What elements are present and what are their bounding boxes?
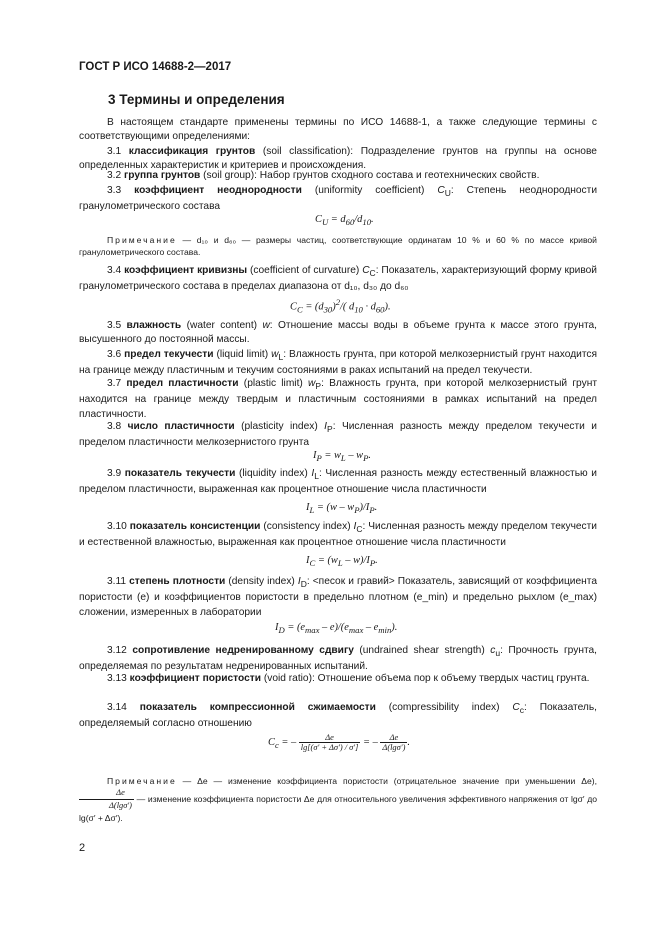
term-3-14: 3.14 показатель компрессионной сжимаемости (compressibility index) $C_c$: Показатель, определяемый согласно отношению xyxy=(79,702,597,730)
term-3-2: 3.2 группа грунтов (soil group): Набор грунтов сходного состава и геотехнических свойств. xyxy=(107,170,540,181)
page-number: 2 xyxy=(79,842,86,854)
term-3-4: 3.4 коэффициент кривизны (coefficient of curvature) $C_C$: Показатель, характеризующий форму кривой гранулометрического состава в пределах диапазона от d₁₀, d₃₀ до d₆₀ xyxy=(79,265,597,293)
term-3-5: 3.5 влажность (water content) w: Отношение массы воды в объеме грунта к массе этого грунта, высушенного до постоянной массы. xyxy=(79,320,597,346)
term-3-7: 3.7 предел пластичности (plastic limit) $w_P$: Влажность грунта, при которой мелкозернистый грунт находится на границе между твердым и пластичным состояниями в рамках испытаний на предел пластичности. xyxy=(79,378,597,420)
term-3-3: 3.3 коэффициент неоднородности (uniformity coefficient) $C_U$: Степень неоднородности гранулометрического состава xyxy=(79,185,598,213)
formula-ic: $I_C = (w_L - w)/I_P$. xyxy=(306,555,378,569)
term-3-10: 3.10 показатель консистенции (consistency index) $I_C$: Численная разность между пределом текучести и естественной влажностью, выраженная как процентное отношение числа пластичности xyxy=(79,521,597,549)
term-3-13: 3.13 коэффициент пористости (void ratio): Отношение объема пор к объему твердых частиц грунта. xyxy=(107,673,590,684)
term-3-1: 3.1 классификация грунтов (soil classification): Подразделение грунтов на группы на основе определенных характеристик и критериев и происхождения. xyxy=(79,146,597,172)
note-1: Примечание — d₁₀ и d₆₀ — размеры частиц, соответствующие ординатам 10 % и 60 % по массе кривой гранулометрического состава. xyxy=(79,235,597,257)
formula-cu: $C_U = d_{60}/d_{10}$. xyxy=(315,214,374,228)
term-3-12: 3.12 сопротивление недренированному сдвигу (undrained shear strength) $c_u$: Прочность грунта, определяемая по результатам недренированных испытаний. xyxy=(79,645,597,673)
term-3-11: 3.11 степень плотности (density index) $I_D$: <песок и гравий> Показатель, зависящий от коэффициента пористости (e) и коэффициентов пористости в предельно плотном (e_min) и предельно рыхлом (e_max) сложении, измеренных в лаборатории xyxy=(79,576,597,618)
formula-id: $I_D = (e_{max} - e)/(e_{max} - e_{min})$. xyxy=(275,622,398,636)
formula-ip: $I_P = w_L - w_P$. xyxy=(313,450,371,464)
section-title: 3 Термины и определения xyxy=(108,92,285,107)
term-3-8: 3.8 число пластичности (plasticity index) $I_P$: Численная разность между пределом текучести и пределом пластичности мелкозернистого грунта xyxy=(79,421,597,449)
note-2: Примечание — Δe — изменение коэффициента пористости (отрицательное значение при уменьшении Δe), $\frac{\Delta e}{\Delta(\lg\sigma')}$ — изменение коэффициента пористости Δe для относительного увеличения эффективного напряжения от lgσ′ до lg(σ′ + Δσ′). xyxy=(79,776,597,823)
intro-paragraph: В настоящем стандарте применены термины по ИСО 14688-1, а также следующие термины с соответствующими определениями: xyxy=(79,117,597,143)
formula-cc: $C_C = (d_{30})^2/$( $d_{10} \cdot d_{60}$). xyxy=(290,297,391,315)
term-3-6: 3.6 предел текучести (liquid limit) $w_L$: Влажность грунта, при которой мелкозернистый грунт находится на границе между пластичным и текучим состояниями в раках испытаний на предел текучести. xyxy=(79,349,597,377)
formula-il: $I_L = (w - w_P)/I_P$. xyxy=(306,502,378,516)
standard-header: ГОСТ Р ИСО 14688-2—2017 xyxy=(79,61,232,73)
formula-compressibility: $C_c$ = – $\frac{\Delta e}{\lg[(\sigma' + \Delta\sigma') / \sigma']}$ = – $\frac{\Delta e}{\Delta(\lg\sigma')}$ . xyxy=(268,733,410,752)
term-3-9: 3.9 показатель текучести (liquidity index) $I_L$: Численная разность между естественный влажностью и пределом пластичности, выраженная как процентное отношение числа пластичности xyxy=(79,468,597,496)
